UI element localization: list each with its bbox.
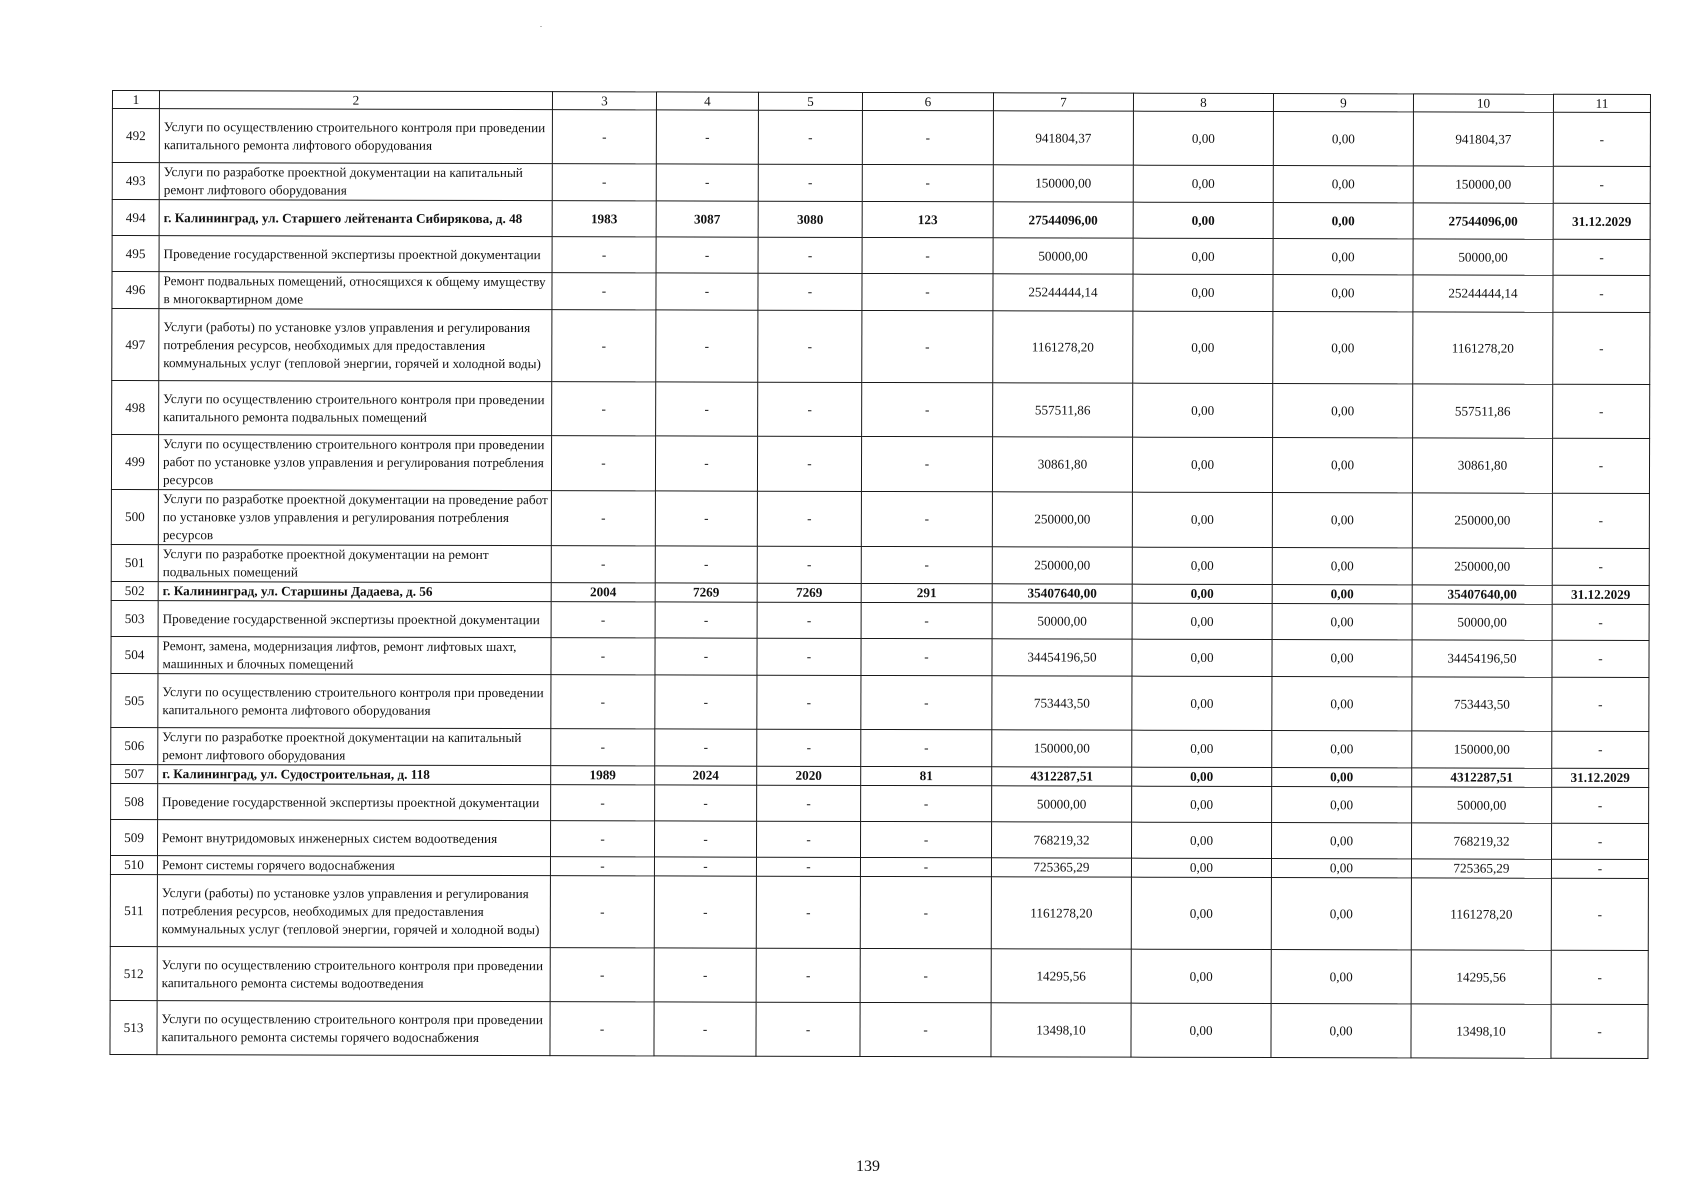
row-number-cell: 492 — [112, 109, 159, 163]
scan-speck — [540, 26, 542, 27]
completion-date-cell: - — [1552, 493, 1649, 548]
completion-date-cell: - — [1553, 239, 1650, 275]
year-built-cell: 2004 — [551, 583, 655, 602]
completion-date-cell: - — [1551, 878, 1648, 950]
table-row — [111, 636, 1649, 677]
owner-funds-cell: 30861,80 — [1412, 438, 1552, 493]
total-area-cell: - — [655, 436, 757, 491]
regional-funds-cell: 0,00 — [1273, 384, 1413, 438]
total-cost-cell: 50000,00 — [993, 238, 1133, 274]
federal-funds-cell: 0,00 — [1132, 584, 1272, 603]
federal-funds-cell: 0,00 — [1132, 730, 1272, 767]
table-row — [111, 673, 1649, 731]
work-description-cell: Ремонт подвальных помещений, относящихся к общему имуществу в многоквартирном доме — [159, 272, 552, 310]
regional-funds-cell: 0,00 — [1272, 677, 1412, 731]
row-number-cell: 494 — [112, 200, 159, 236]
table-row — [111, 544, 1649, 585]
living-area-cell: - — [757, 436, 861, 491]
completion-date-cell: 31.12.2029 — [1552, 585, 1649, 604]
residents-cell: - — [862, 164, 993, 201]
residents-cell: - — [860, 876, 991, 948]
table-row — [111, 489, 1649, 548]
work-description-cell: Услуги по осуществлению строительного контроля при проведении работ по установке узлов управления и регулирования потребления ресурсов — [158, 435, 551, 491]
year-built-cell: - — [551, 785, 655, 821]
table-row — [112, 381, 1650, 439]
column-header-8: 8 — [1133, 93, 1273, 111]
completion-date-cell: - — [1553, 384, 1650, 438]
owner-funds-cell: 753443,50 — [1412, 677, 1552, 731]
residents-cell: - — [860, 1002, 991, 1056]
living-area-cell: - — [758, 110, 862, 164]
owner-funds-cell: 941804,37 — [1413, 112, 1553, 166]
federal-funds-cell: 0,00 — [1131, 949, 1271, 1003]
completion-date-cell: - — [1553, 166, 1650, 203]
column-header-2: 2 — [159, 91, 552, 110]
completion-date-cell: - — [1552, 438, 1649, 493]
owner-funds-cell: 34454196,50 — [1412, 640, 1552, 677]
table-row — [112, 236, 1650, 276]
table-row — [110, 1000, 1648, 1058]
regional-funds-cell: 0,00 — [1272, 604, 1412, 640]
table-row — [111, 727, 1649, 768]
federal-funds-cell: 0,00 — [1132, 639, 1272, 676]
completion-date-cell: - — [1553, 312, 1650, 384]
owner-funds-cell: 557511,86 — [1413, 384, 1553, 438]
total-cost-cell: 941804,37 — [993, 111, 1133, 165]
federal-funds-cell: 0,00 — [1131, 822, 1271, 858]
total-area-cell: - — [655, 675, 757, 729]
total-area-cell: - — [655, 491, 757, 546]
owner-funds-cell: 1161278,20 — [1411, 878, 1551, 950]
total-cost-cell: 150000,00 — [992, 730, 1132, 767]
table-row — [112, 309, 1650, 385]
total-cost-cell: 768219,32 — [991, 822, 1131, 858]
row-number-cell: 493 — [112, 163, 159, 200]
column-header-1: 1 — [112, 91, 159, 109]
living-area-cell: - — [758, 310, 862, 382]
total-cost-cell: 4312287,51 — [992, 767, 1132, 786]
living-area-cell: - — [757, 785, 861, 821]
total-cost-cell: 35407640,00 — [992, 584, 1132, 603]
row-number-cell: 497 — [112, 309, 159, 381]
residents-cell: - — [860, 948, 991, 1002]
regional-funds-cell: 0,00 — [1272, 640, 1412, 677]
residents-cell: - — [861, 638, 992, 675]
regional-funds-cell: 0,00 — [1272, 438, 1412, 493]
column-header-9: 9 — [1273, 94, 1413, 112]
year-built-cell: 1989 — [551, 766, 655, 785]
total-cost-cell: 557511,86 — [993, 383, 1133, 437]
total-cost-cell: 34454196,50 — [992, 639, 1132, 676]
work-description-cell: Услуги (работы) по установке узлов управления и регулирования потребления ресурсов, необходимых для предоставления коммунальных услуг (тепловой энергии, горячей и холодной воды) — [157, 875, 550, 948]
owner-funds-cell: 25244444,14 — [1413, 275, 1553, 312]
completion-date-cell: - — [1552, 731, 1649, 768]
federal-funds-cell: 0,00 — [1133, 383, 1273, 437]
column-header-7: 7 — [993, 93, 1133, 111]
total-area-cell: - — [654, 857, 756, 876]
table-row — [111, 435, 1649, 494]
row-number-cell: 506 — [111, 727, 158, 764]
residents-cell: - — [860, 821, 991, 857]
owner-funds-cell: 50000,00 — [1412, 787, 1552, 823]
capital-repair-table — [109, 90, 1651, 1059]
completion-date-cell: - — [1553, 112, 1650, 166]
regional-funds-cell: 0,00 — [1271, 823, 1411, 859]
federal-funds-cell: 0,00 — [1132, 603, 1272, 639]
row-number-cell: 508 — [111, 783, 158, 819]
total-area-cell: 2024 — [655, 766, 757, 785]
row-number-cell: 509 — [110, 819, 157, 855]
year-built-cell: - — [552, 310, 656, 382]
table-row — [112, 163, 1650, 204]
living-area-cell: - — [757, 491, 861, 546]
owner-funds-cell: 768219,32 — [1411, 823, 1551, 859]
owner-funds-cell: 50000,00 — [1412, 604, 1552, 640]
federal-funds-cell: 0,00 — [1132, 547, 1272, 584]
total-cost-cell: 753443,50 — [992, 676, 1132, 730]
work-description-cell: Услуги по осуществлению строительного контроля при проведении капитального ремонта лифтового оборудования — [159, 109, 552, 164]
living-area-cell: - — [756, 857, 860, 876]
regional-funds-cell: 0,00 — [1273, 312, 1413, 384]
completion-date-cell: - — [1552, 548, 1649, 585]
residents-cell: 291 — [861, 583, 992, 602]
federal-funds-cell: 0,00 — [1132, 676, 1272, 730]
regional-funds-cell: 0,00 — [1272, 585, 1412, 604]
work-description-cell: г. Калининград, ул. Судостроительная, д. 118 — [158, 765, 551, 785]
table-row — [112, 272, 1650, 313]
year-built-cell: - — [552, 110, 656, 164]
column-header-3: 3 — [552, 92, 656, 110]
regional-funds-cell: 0,00 — [1271, 878, 1411, 950]
work-description-cell: Ремонт внутридомовых инженерных систем водоотведения — [157, 820, 550, 857]
regional-funds-cell: 0,00 — [1273, 203, 1413, 239]
work-description-cell: Услуги по осуществлению строительного контроля при проведении капитального ремонта лифтового оборудования — [158, 674, 551, 729]
owner-funds-cell: 4312287,51 — [1412, 768, 1552, 787]
total-area-cell: 3087 — [656, 201, 758, 237]
regional-funds-cell: 0,00 — [1271, 859, 1411, 878]
owner-funds-cell: 27544096,00 — [1413, 203, 1553, 239]
regional-funds-cell: 0,00 — [1272, 493, 1412, 548]
table-row — [110, 819, 1648, 859]
address-row — [112, 200, 1650, 240]
living-area-cell: - — [758, 164, 862, 201]
table-row — [112, 109, 1650, 167]
living-area-cell: - — [756, 948, 860, 1002]
completion-date-cell: 31.12.2029 — [1553, 203, 1650, 239]
completion-date-cell: - — [1552, 787, 1649, 823]
completion-date-cell: - — [1552, 604, 1649, 640]
year-built-cell: - — [551, 729, 655, 766]
residents-cell: - — [861, 675, 992, 729]
year-built-cell: - — [552, 237, 656, 273]
regional-funds-cell: 0,00 — [1271, 950, 1411, 1004]
column-header-11: 11 — [1553, 94, 1650, 112]
work-description-cell: Услуги по осуществлению строительного контроля при проведении капитального ремонта системы водоотведения — [157, 947, 550, 1002]
year-built-cell: - — [550, 948, 654, 1002]
total-cost-cell: 1161278,20 — [993, 311, 1133, 383]
row-number-cell: 495 — [112, 236, 159, 272]
completion-date-cell: - — [1551, 1004, 1648, 1058]
residents-cell: - — [861, 602, 992, 638]
federal-funds-cell: 0,00 — [1133, 238, 1273, 274]
row-number-cell: 500 — [111, 489, 158, 544]
total-area-cell: - — [656, 310, 758, 382]
work-description-cell: Проведение государственной экспертизы проектной документации — [159, 236, 552, 273]
owner-funds-cell: 250000,00 — [1412, 548, 1552, 585]
living-area-cell: - — [758, 273, 862, 310]
total-cost-cell: 1161278,20 — [991, 877, 1131, 949]
row-number-cell: 507 — [111, 764, 158, 783]
year-built-cell: 1983 — [552, 201, 656, 237]
regional-funds-cell: 0,00 — [1272, 548, 1412, 585]
page-number: 139 — [856, 1158, 880, 1175]
completion-date-cell: - — [1551, 950, 1648, 1004]
total-cost-cell: 725365,29 — [991, 858, 1131, 877]
row-number-cell: 504 — [111, 636, 158, 673]
regional-funds-cell: 0,00 — [1272, 768, 1412, 787]
residents-cell: - — [862, 310, 993, 382]
federal-funds-cell: 0,00 — [1131, 877, 1271, 949]
column-header-4: 4 — [656, 92, 758, 110]
total-area-cell: - — [655, 602, 757, 638]
residents-cell: - — [862, 273, 993, 310]
living-area-cell: - — [756, 1002, 860, 1056]
living-area-cell: - — [757, 638, 861, 675]
residents-cell: - — [862, 237, 993, 273]
row-number-cell: 513 — [110, 1000, 157, 1054]
work-description-cell: Ремонт системы горячего водоснабжения — [157, 856, 550, 876]
federal-funds-cell: 0,00 — [1132, 786, 1272, 822]
work-description-cell: Услуги (работы) по установке узлов управления и регулирования потребления ресурсов, необходимых для предоставления коммунальных услуг (тепловой энергии, горячей и холодной воды) — [159, 309, 552, 382]
owner-funds-cell: 13498,10 — [1411, 1004, 1551, 1058]
living-area-cell: - — [757, 602, 861, 638]
row-number-cell: 512 — [110, 946, 157, 1000]
living-area-cell: 7269 — [757, 583, 861, 602]
row-number-cell: 499 — [111, 435, 158, 490]
residents-cell: 123 — [862, 201, 993, 237]
row-number-cell: 502 — [111, 581, 158, 600]
work-description-cell: Ремонт, замена, модернизация лифтов, ремонт лифтовых шахт, машинных и блочных помещений — [158, 637, 551, 675]
regional-funds-cell: 0,00 — [1273, 239, 1413, 275]
total-area-cell: - — [655, 785, 757, 821]
total-area-cell: 7269 — [655, 583, 757, 602]
federal-funds-cell: 0,00 — [1133, 274, 1273, 311]
column-header-10: 10 — [1413, 94, 1553, 112]
federal-funds-cell: 0,00 — [1133, 202, 1273, 238]
residents-cell: - — [860, 857, 991, 876]
total-cost-cell: 25244444,14 — [993, 274, 1133, 311]
owner-funds-cell: 35407640,00 — [1412, 585, 1552, 604]
total-cost-cell: 30861,80 — [992, 437, 1132, 492]
regional-funds-cell: 0,00 — [1273, 166, 1413, 203]
year-built-cell: - — [552, 273, 656, 310]
year-built-cell: - — [551, 675, 655, 729]
living-area-cell: - — [757, 546, 861, 583]
total-area-cell: - — [656, 110, 758, 164]
year-built-cell: - — [550, 876, 654, 948]
row-number-cell: 510 — [110, 855, 157, 874]
year-built-cell: - — [551, 546, 655, 583]
work-description-cell: г. Калининград, ул. Старшего лейтенанта Сибирякова, д. 48 — [159, 200, 552, 237]
federal-funds-cell: 0,00 — [1133, 111, 1273, 165]
row-number-cell: 505 — [111, 673, 158, 727]
total-area-cell: - — [656, 273, 758, 310]
owner-funds-cell: 250000,00 — [1412, 493, 1552, 548]
table-row — [110, 946, 1648, 1004]
work-description-cell: Проведение государственной экспертизы проектной документации — [158, 784, 551, 821]
owner-funds-cell: 14295,56 — [1411, 950, 1551, 1004]
work-description-cell: Услуги по осуществлению строительного контроля при проведении капитального ремонта системы горячего водоснабжения — [157, 1001, 550, 1056]
total-cost-cell: 250000,00 — [992, 492, 1132, 547]
row-number-cell: 498 — [112, 381, 159, 435]
row-number-cell: 511 — [110, 874, 157, 946]
living-area-cell: - — [757, 729, 861, 766]
residents-cell: - — [861, 546, 992, 583]
federal-funds-cell: 0,00 — [1131, 1003, 1271, 1057]
completion-date-cell: - — [1552, 677, 1649, 731]
total-cost-cell: 14295,56 — [991, 949, 1131, 1003]
total-cost-cell: 50000,00 — [992, 603, 1132, 639]
column-header-6: 6 — [862, 92, 993, 110]
living-area-cell: - — [758, 237, 862, 273]
work-description-cell: Проведение государственной экспертизы проектной документации — [158, 601, 551, 638]
column-header-5: 5 — [758, 92, 862, 110]
total-cost-cell: 13498,10 — [991, 1003, 1131, 1057]
total-cost-cell: 150000,00 — [993, 165, 1133, 202]
federal-funds-cell: 0,00 — [1132, 437, 1272, 492]
row-number-cell: 496 — [112, 272, 159, 309]
regional-funds-cell: 0,00 — [1272, 731, 1412, 768]
completion-date-cell: - — [1551, 823, 1648, 859]
total-area-cell: - — [655, 638, 757, 675]
owner-funds-cell: 150000,00 — [1412, 731, 1552, 768]
work-description-cell: Услуги по разработке проектной документации на ремонт подвальных помещений — [158, 545, 551, 583]
total-area-cell: - — [654, 948, 756, 1002]
federal-funds-cell: 0,00 — [1131, 858, 1271, 877]
regional-funds-cell: 0,00 — [1271, 1004, 1411, 1058]
completion-date-cell: - — [1553, 275, 1650, 312]
completion-date-cell: 31.12.2029 — [1552, 768, 1649, 787]
regional-funds-cell: 0,00 — [1272, 787, 1412, 823]
living-area-cell: - — [757, 675, 861, 729]
total-area-cell: - — [654, 876, 756, 948]
owner-funds-cell: 50000,00 — [1413, 239, 1553, 275]
living-area-cell: - — [756, 821, 860, 857]
year-built-cell: - — [551, 638, 655, 675]
year-built-cell: - — [552, 382, 656, 436]
total-area-cell: - — [656, 164, 758, 201]
residents-cell: - — [861, 436, 992, 491]
living-area-cell: 2020 — [757, 766, 861, 785]
owner-funds-cell: 150000,00 — [1413, 166, 1553, 203]
work-description-cell: Услуги по разработке проектной документации на капитальный ремонт лифтового оборудования — [159, 163, 552, 201]
table-row — [110, 874, 1648, 950]
work-description-cell: г. Калининград, ул. Старшины Дадаева, д. 56 — [158, 582, 551, 602]
regional-funds-cell: 0,00 — [1273, 275, 1413, 312]
total-area-cell: - — [656, 382, 758, 436]
total-area-cell: - — [655, 729, 757, 766]
completion-date-cell: - — [1551, 859, 1648, 878]
total-cost-cell: 50000,00 — [992, 786, 1132, 822]
total-area-cell: - — [655, 546, 757, 583]
table-row — [111, 600, 1649, 640]
federal-funds-cell: 0,00 — [1133, 311, 1273, 383]
row-number-cell: 503 — [111, 600, 158, 636]
work-description-cell: Услуги по осуществлению строительного контроля при проведении капитального ремонта подвальных помещений — [159, 381, 552, 436]
total-area-cell: - — [654, 1002, 756, 1056]
completion-date-cell: - — [1552, 640, 1649, 677]
year-built-cell: - — [552, 164, 656, 201]
residents-cell: - — [862, 382, 993, 436]
living-area-cell: 3080 — [758, 201, 862, 237]
residents-cell: - — [861, 729, 992, 766]
year-built-cell: - — [550, 821, 654, 857]
year-built-cell: - — [551, 602, 655, 638]
residents-cell: - — [861, 491, 992, 546]
total-cost-cell: 27544096,00 — [993, 202, 1133, 238]
work-description-cell: Услуги по разработке проектной документации на проведение работ по установке узлов управления и регулирования потребления ресурсов — [158, 490, 551, 546]
year-built-cell: - — [550, 1002, 654, 1056]
federal-funds-cell: 0,00 — [1132, 492, 1272, 547]
total-cost-cell: 250000,00 — [992, 547, 1132, 584]
living-area-cell: - — [756, 876, 860, 948]
residents-cell: - — [862, 110, 993, 164]
federal-funds-cell: 0,00 — [1132, 767, 1272, 786]
regional-funds-cell: 0,00 — [1273, 112, 1413, 166]
residents-cell: - — [861, 785, 992, 821]
year-built-cell: - — [551, 436, 655, 491]
year-built-cell: - — [550, 857, 654, 876]
row-number-cell: 501 — [111, 544, 158, 581]
residents-cell: 81 — [861, 766, 992, 785]
year-built-cell: - — [551, 491, 655, 546]
table-row — [111, 783, 1649, 823]
owner-funds-cell: 1161278,20 — [1413, 312, 1553, 384]
owner-funds-cell: 725365,29 — [1411, 859, 1551, 878]
federal-funds-cell: 0,00 — [1133, 165, 1273, 202]
work-description-cell: Услуги по разработке проектной документации на капитальный ремонт лифтового оборудования — [158, 728, 551, 766]
living-area-cell: - — [758, 382, 862, 436]
total-area-cell: - — [656, 237, 758, 273]
total-area-cell: - — [654, 821, 756, 857]
